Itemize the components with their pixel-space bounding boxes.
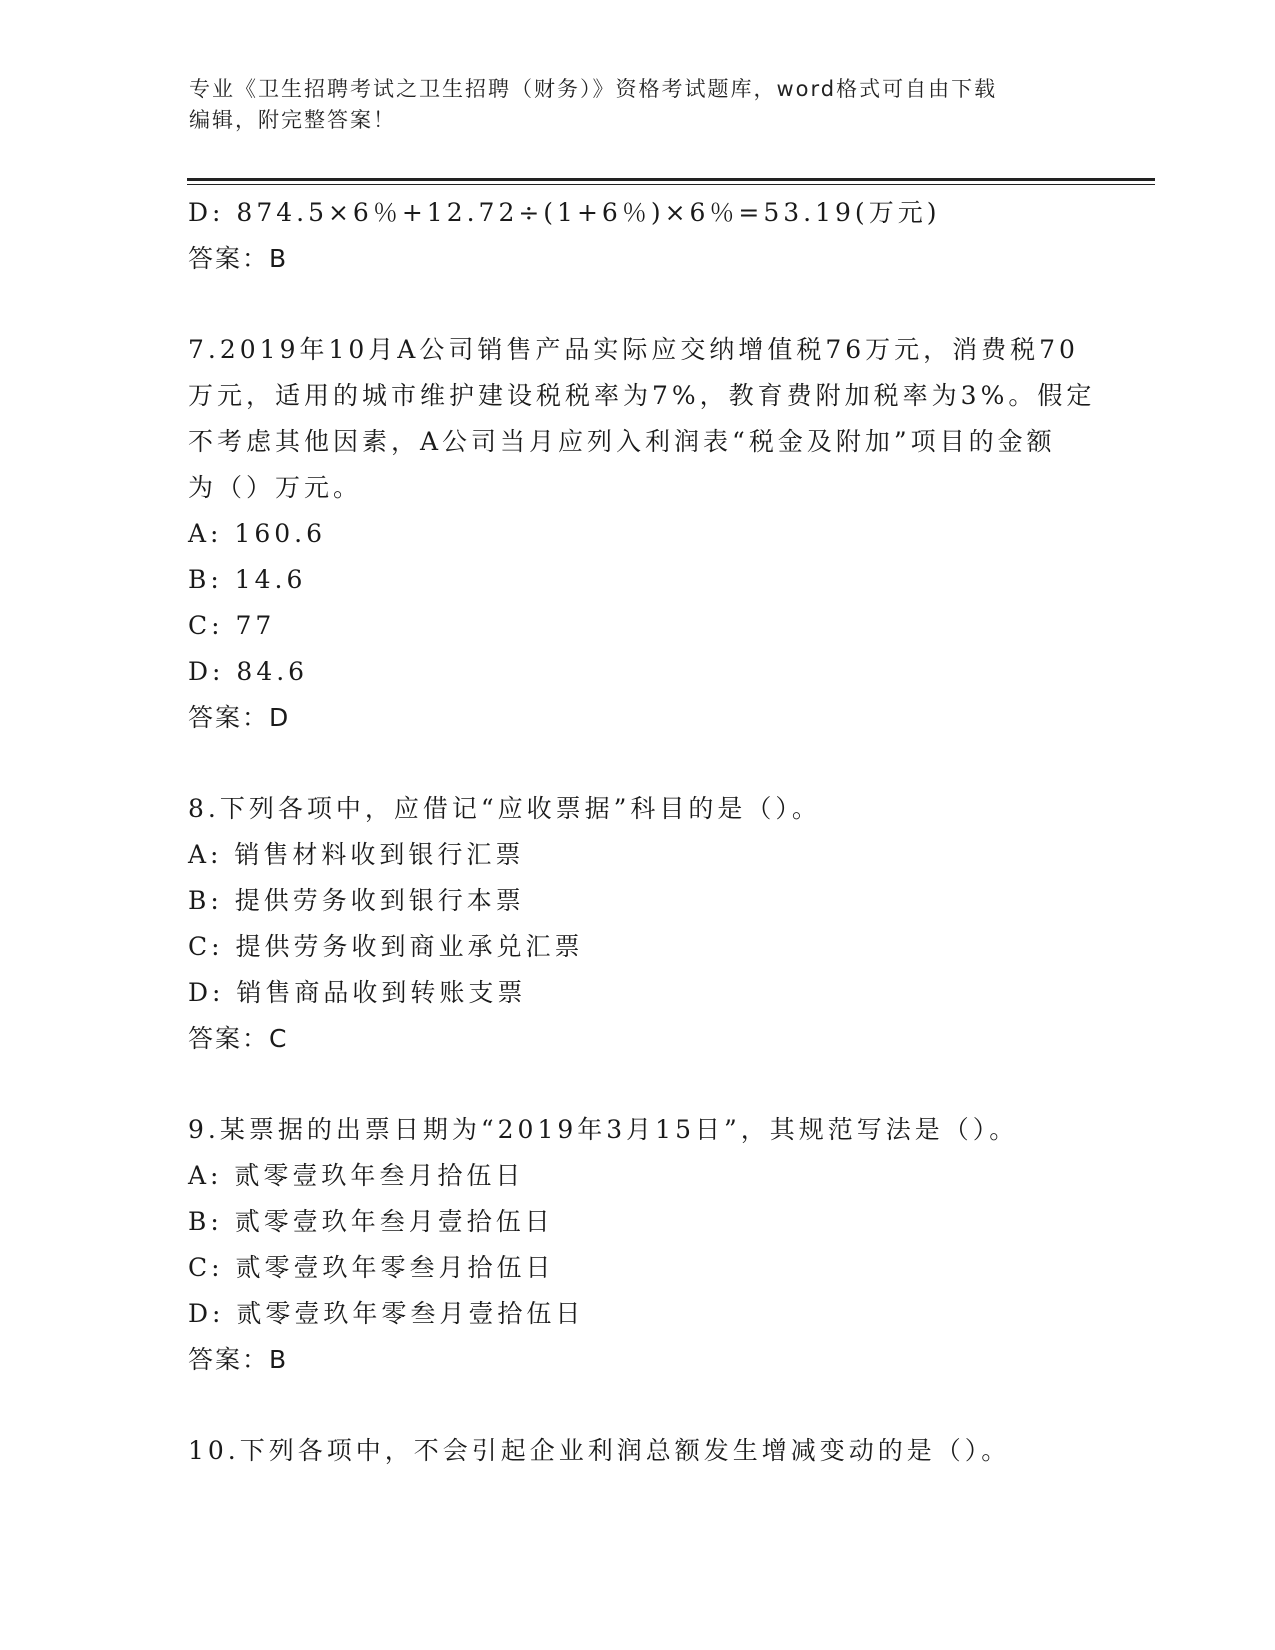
question-8 (188, 786, 1088, 1062)
previous-question-tail (188, 190, 1088, 282)
answer-line: 答案：B (188, 244, 289, 273)
option-b: B: 贰零壹玖年叁月壹拾伍日 (188, 1207, 554, 1236)
question-7 (188, 327, 1096, 741)
question-text-line: 不考虑其他因素，A公司当月应列入利润表“税金及附加”项目的金额 (188, 427, 1056, 456)
option-d: D: 874.5×6％+12.72÷(1+6％)×6％=53.19(万元) (188, 198, 941, 227)
header-line-2: 编辑，附完整答案！ (189, 108, 396, 132)
option-c: C: 77 (188, 611, 276, 640)
question-text-line: 万元，适用的城市维护建设税税率为7%，教育费附加税率为3%。假定 (188, 381, 1096, 410)
header-rule-thin (187, 184, 1155, 185)
question-text-line: 为（）万元。 (188, 473, 363, 502)
option-d: D: 84.6 (188, 657, 309, 686)
option-d: D: 销售商品收到转账支票 (188, 978, 527, 1007)
question-text-line: 7.2019年10月A公司销售产品实际应交纳增值税76万元，消费税70 (188, 335, 1079, 364)
option-a: A: 贰零壹玖年叁月拾伍日 (188, 1161, 525, 1190)
question-text-line: 8.下列各项中，应借记“应收票据”科目的是（）。 (188, 794, 821, 823)
answer-line: 答案：D (188, 703, 291, 732)
header-rule-thick (187, 178, 1155, 181)
question-text-line: 10.下列各项中，不会引起企业利润总额发生增减变动的是（）。 (188, 1436, 1011, 1465)
answer-line: 答案：C (188, 1024, 289, 1053)
option-b: B: 提供劳务收到银行本票 (188, 886, 525, 915)
option-c: C: 贰零壹玖年零叁月拾伍日 (188, 1253, 555, 1282)
option-c: C: 提供劳务收到商业承兑汇票 (188, 932, 584, 961)
header-line-1: 专业《卫生招聘考试之卫生招聘（财务）》资格考试题库，word格式可自由下载 (189, 77, 998, 101)
document-body (188, 190, 1096, 1474)
question-10 (188, 1428, 1088, 1474)
answer-line: 答案：B (188, 1345, 289, 1374)
option-a: A: 160.6 (188, 519, 326, 548)
option-a: A: 销售材料收到银行汇票 (188, 840, 525, 869)
document-header (189, 74, 1089, 136)
option-d: D: 贰零壹玖年零叁月壹拾伍日 (188, 1299, 585, 1328)
question-text-line: 9.某票据的出票日期为“2019年3月15日”，其规范写法是（）。 (188, 1115, 1019, 1144)
option-b: B: 14.6 (188, 565, 307, 594)
question-9 (188, 1107, 1088, 1383)
